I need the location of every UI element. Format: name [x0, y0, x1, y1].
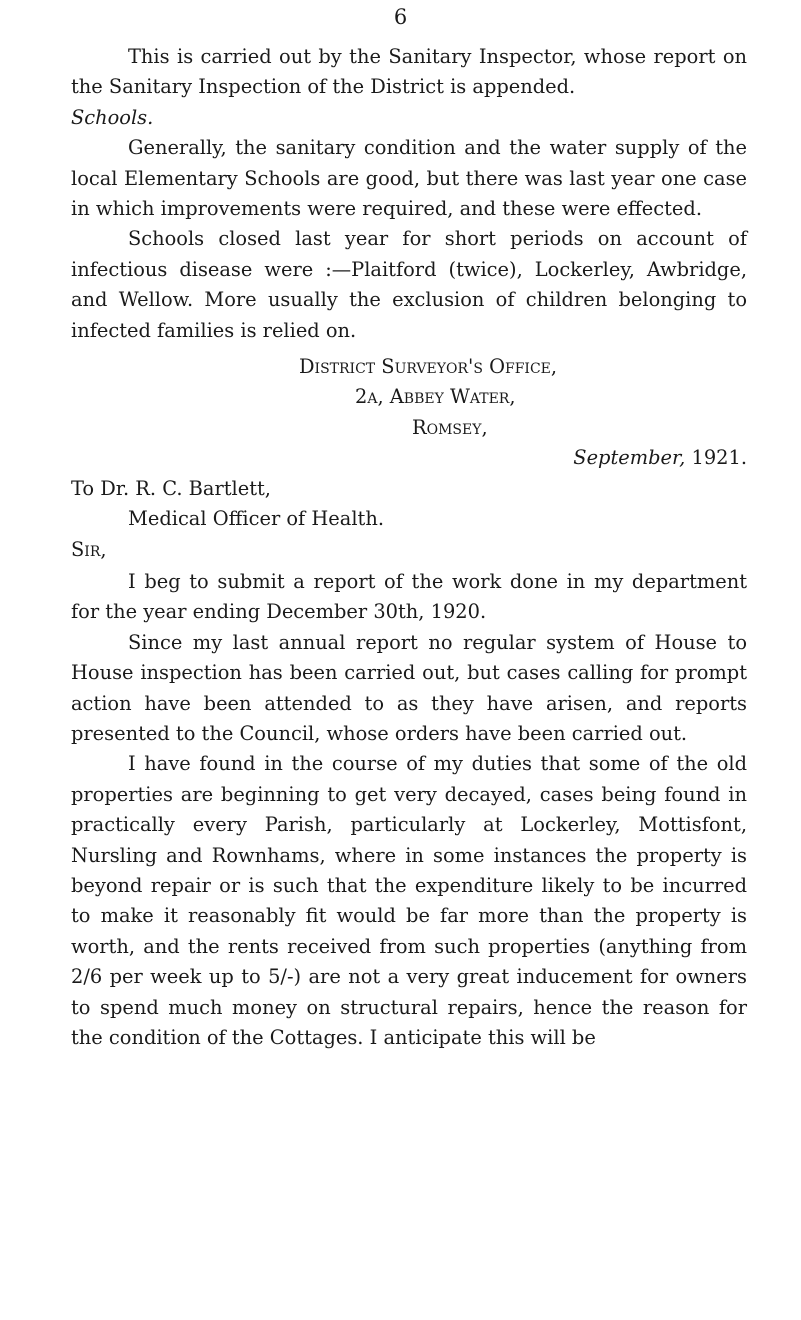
- address-line: 2a, Abbey Water,: [355, 385, 516, 409]
- letter-date: [71, 443, 747, 473]
- recipient-name: To Dr. R. C. Bartlett,: [71, 476, 271, 500]
- schools-paragraph-2: Schools closed last year for short periods on account of infectious disease were :—Plaitford (twice), Lockerley, Awbridge, and Wellow. More usually the exclusion of children belonging to infected families is relied on.: [71, 227, 747, 342]
- salutation: Sir,: [71, 537, 107, 561]
- page-content: [71, 42, 747, 1053]
- date-month: September,: [573, 446, 686, 470]
- letter-paragraph-1: I beg to submit a report of the work done in my department for the year ending December 30th, 1920.: [71, 569, 747, 624]
- page-number: 6: [393, 5, 408, 29]
- town-line: Romsey,: [412, 415, 488, 439]
- section-heading-schools: Schools.: [71, 105, 154, 129]
- letter-paragraph-2: Since my last annual report no regular system of House to House inspection has been carried out, but cases calling for prompt action have been attended to as they have arisen, and reports presented to the Council, whose orders have been carried out.: [71, 630, 747, 745]
- letter-paragraph-3: I have found in the course of my duties that some of the old properties are beginning to get very decayed, cases being found in practically every Parish, particularly at Lockerley, Mottisfont, Nursling and Rownhams, where in some instances the property is beyond repair or is such that the expenditure likely to be incurred to make it reasonably fit would be far more than the property is worth, and the rents received from such properties (anything from 2/6 per week up to 5/-) are not a very great inducement for owners to spend much money on structural repairs, hence the reason for the condition of the Cottages. I anticipate this will be: [71, 752, 747, 1049]
- letter-recipient-block: [71, 474, 747, 565]
- date-year: 1921.: [691, 446, 747, 470]
- letter-address-block: [71, 352, 747, 474]
- recipient-title: Medical Officer of Health.: [128, 507, 384, 531]
- schools-paragraph-1: Generally, the sanitary condition and the water supply of the local Elementary Schools are good, but there was last year one case in which improvements were required, and these were effected.: [71, 136, 747, 221]
- intro-paragraph: This is carried out by the Sanitary Inspector, whose report on the Sanitary Inspection of the District is appended.: [71, 45, 747, 99]
- office-line: District Surveyor's Office,: [299, 355, 558, 379]
